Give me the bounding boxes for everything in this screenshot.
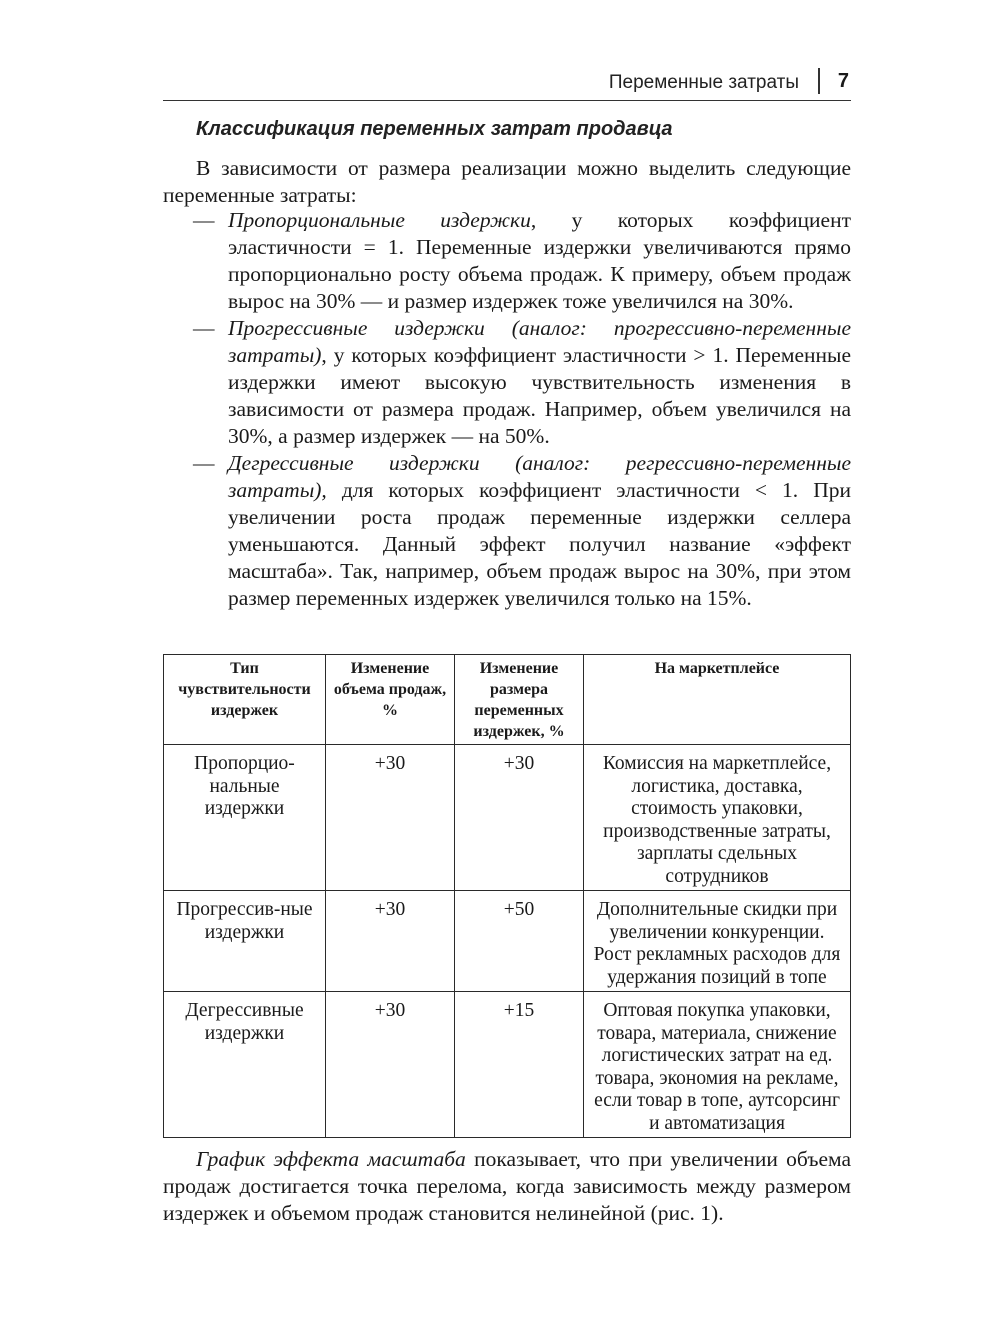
outro-term: График эффекта масштаба [196, 1147, 466, 1171]
table-header-cell: На маркетплейсе [584, 655, 851, 745]
list-text: , у которых коэффициент эластичности > 1. Переменные издержки имеют высокую чувствительность изменения в зависимости от размера продаж. Например, объем увеличился на 30%, а размер издержек — на 50%. [228, 343, 851, 448]
table-cell-marketplace: Дополнительные скидки при увеличении конкуренции. Рост рекламных расходов для удержания позиций в топе [584, 891, 851, 992]
table-cell-sales: +30 [326, 992, 455, 1138]
table-row [164, 992, 851, 1138]
list-item-proportional [163, 207, 851, 315]
page-number: 7 [837, 70, 849, 92]
table-cell-sales: +30 [326, 745, 455, 891]
table-header-cell: Изменение размера переменных издержек, % [455, 655, 584, 745]
table-cell-type: Пропорцио-нальные издержки [164, 745, 326, 891]
list-term: Дегрессивные издержки (аналог: регрессивно-переменные затраты), [228, 451, 851, 502]
header-separator [818, 68, 820, 94]
table-cell-sales: +30 [326, 891, 455, 992]
list-term: Прогрессивные издержки (аналог: прогрессивно-переменные затраты) [228, 316, 851, 367]
list-item-degressive [163, 450, 851, 612]
table-header-cell: Тип чувствительности издержек [164, 655, 326, 745]
list-item-progressive [163, 315, 851, 450]
table-row [164, 891, 851, 992]
cost-sensitivity-table [163, 654, 851, 1138]
table-cell-marketplace: Комиссия на маркетплейсе, логистика, доставка, стоимость упаковки, производственные затраты, зарплаты сдельных сотрудников [584, 745, 851, 891]
list-text: для которых коэффициент эластичности < 1. При увеличении роста продаж переменные издержки селлера уменьшаются. Данный эффект получил название «эффект масштаба». Так, например, объем продаж вырос на 30%, при этом размер переменных издержек увеличился только на 15%. [228, 478, 851, 610]
list-dash: — [193, 316, 215, 340]
list-dash: — [193, 208, 215, 232]
running-header [163, 62, 851, 101]
table-cell-costs: +15 [455, 992, 584, 1138]
table-cell-costs: +30 [455, 745, 584, 891]
closing-paragraph [163, 1146, 851, 1227]
table-cell-type: Дегрессивные издержки [164, 992, 326, 1138]
cost-type-list [163, 207, 851, 612]
table-header-cell: Изменение объема продаж, % [326, 655, 455, 745]
table-cell-type: Прогрессив-ные издержки [164, 891, 326, 992]
outro-text: показывает, что при увеличении объема продаж достигается точка перелома, когда зависимость между размером издержек и объемом продаж становится нелинейной (рис. 1). [163, 1147, 851, 1225]
table-cell-costs: +50 [455, 891, 584, 992]
table-cell-marketplace: Оптовая покупка упаковки, товара, материала, снижение логистических затрат на ед. товара, экономия на рекламе, если товар в топе, аутсорсинг и автоматизация [584, 992, 851, 1138]
intro-paragraph: В зависимости от размера реализации можно выделить следующие переменные затраты: [163, 156, 851, 207]
table-row [164, 745, 851, 891]
table-header-row [164, 655, 851, 745]
list-text: , у которых коэффициент эластичности = 1. Переменные издержки увеличиваются прямо пропорционально росту объема продаж. К примеру, объем продаж вырос на 30% — и размер издержек тоже увеличился на 30%. [228, 208, 851, 313]
running-title: Переменные затраты [608, 72, 799, 93]
list-dash: — [193, 451, 215, 475]
list-term: Пропорциональные издержки [228, 208, 531, 232]
section-heading: Классификация переменных затрат продавца [196, 118, 673, 140]
